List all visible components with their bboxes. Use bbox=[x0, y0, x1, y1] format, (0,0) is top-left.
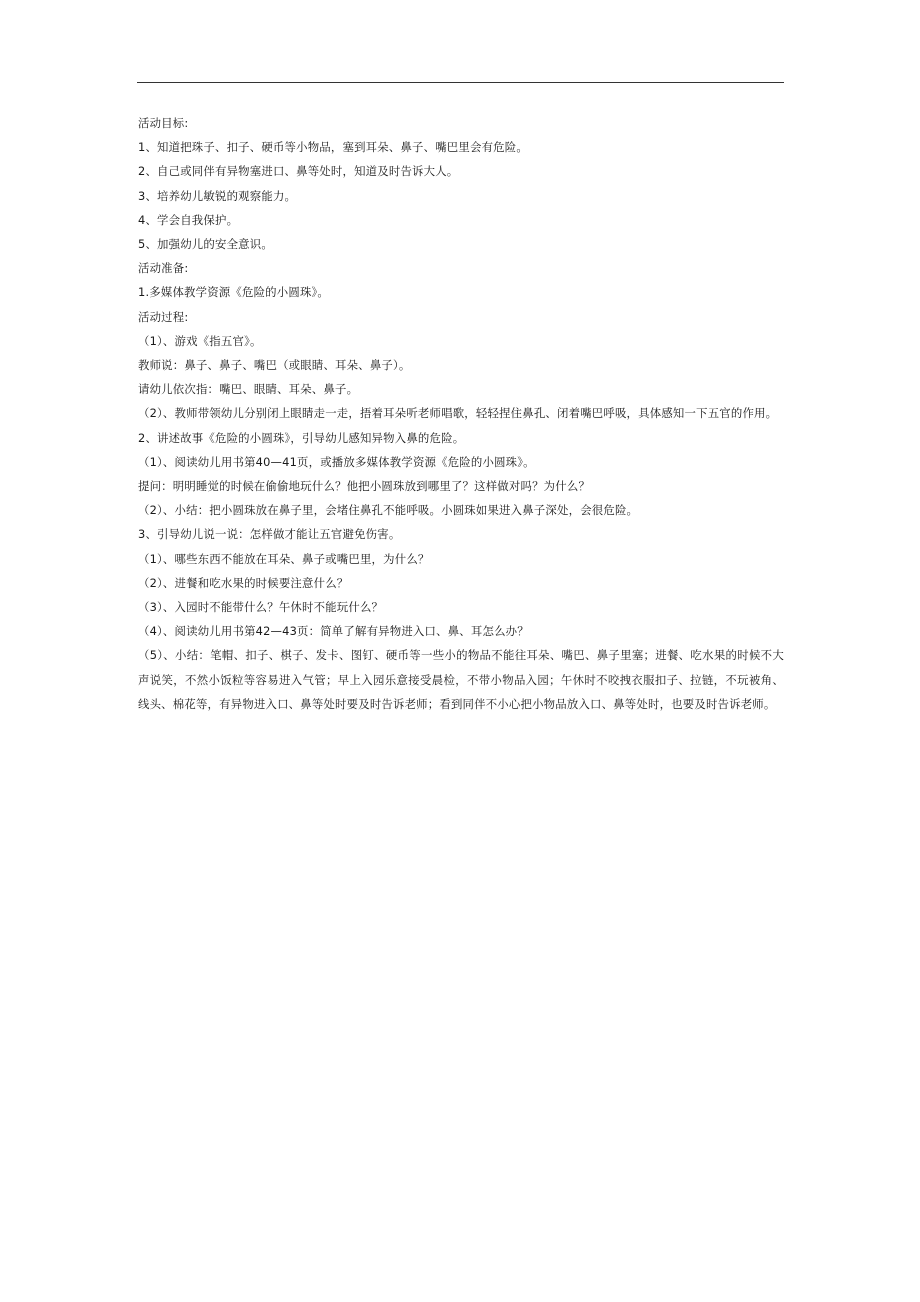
goal-item-2: 2、自己或同伴有异物塞进口、鼻等处时，知道及时告诉大人。 bbox=[138, 164, 459, 179]
discussion-summary: （5）、小结：笔帽、扣子、棋子、发卡、图钉、硬币等一些小的物品不能往耳朵、嘴巴、鼻子里塞；进餐、吃水果的时候不大声说笑，不然小饭粒等容易进入气管；早上入园乐意接受晨检，不带小物品入园；午休时不咬拽衣服扣子、拉链，不玩被角、线头、棉花等，有异物进入口、鼻等处时要及时告诉老师；看到同伴不小心把小物品放入口、鼻等处时，也要及时告诉老师。 bbox=[138, 648, 784, 711]
discussion-item-1: （1）、哪些东西不能放在耳朵、鼻子或嘴巴里，为什么？ bbox=[138, 551, 430, 566]
goal-item-1: 1、知道把珠子、扣子、硬币等小物品，塞到耳朵、鼻子、嘴巴里会有危险。 bbox=[138, 140, 528, 155]
story-reading: （1）、阅读幼儿用书第40—41页，或播放多媒体教学资源《危险的小圆珠》。 bbox=[138, 454, 535, 469]
process-step-game: （1）、游戏《指五官》。 bbox=[138, 333, 262, 348]
process-discussion: 3、引导幼儿说一说：怎样做才能让五官避免伤害。 bbox=[138, 527, 401, 542]
discussion-item-3: （3）、入园时不能带什么？午休时不能玩什么？ bbox=[138, 600, 384, 615]
children-point: 请幼儿依次指：嘴巴、眼睛、耳朵、鼻子。 bbox=[138, 382, 359, 397]
section-heading-process: 活动过程: bbox=[138, 309, 189, 324]
goal-item-5: 5、加强幼儿的安全意识。 bbox=[138, 237, 273, 252]
discussion-item-2: （2）、进餐和吃水果的时候要注意什么？ bbox=[138, 575, 349, 590]
discussion-item-4: （4）、阅读幼儿用书第42—43页：简单了解有异物进入口、鼻、耳怎么办？ bbox=[138, 624, 529, 639]
preparation-item-1: 1.多媒体教学资源《危险的小圆珠》。 bbox=[138, 285, 330, 300]
goal-item-3: 3、培养幼儿敏锐的观察能力。 bbox=[138, 188, 297, 203]
story-question: 提问：明明睡觉的时候在偷偷地玩什么？他把小圆珠放到哪里了？这样做对吗？为什么？ bbox=[138, 479, 591, 494]
document-body bbox=[138, 111, 784, 716]
section-heading-preparation: 活动准备: bbox=[138, 261, 189, 276]
goal-item-4: 4、学会自我保护。 bbox=[138, 212, 239, 227]
teacher-says: 教师说：鼻子、鼻子、嘴巴（或眼睛、耳朵、鼻子）。 bbox=[138, 358, 411, 373]
header-rule bbox=[137, 82, 784, 83]
story-summary: （2）、小结：把小圆珠放在鼻子里，会堵住鼻孔不能呼吸。小圆珠如果进入鼻子深处，会很危险。 bbox=[138, 503, 639, 518]
section-heading-goals: 活动目标: bbox=[138, 116, 189, 130]
process-step-senses: （2）、教师带领幼儿分别闭上眼睛走一走，捂着耳朵听老师唱歌，轻轻捏住鼻孔、闭着嘴巴呼吸，具体感知一下五官的作用。 bbox=[138, 406, 778, 421]
process-story: 2、讲述故事《危险的小圆珠》，引导幼儿感知异物入鼻的危险。 bbox=[138, 430, 465, 445]
